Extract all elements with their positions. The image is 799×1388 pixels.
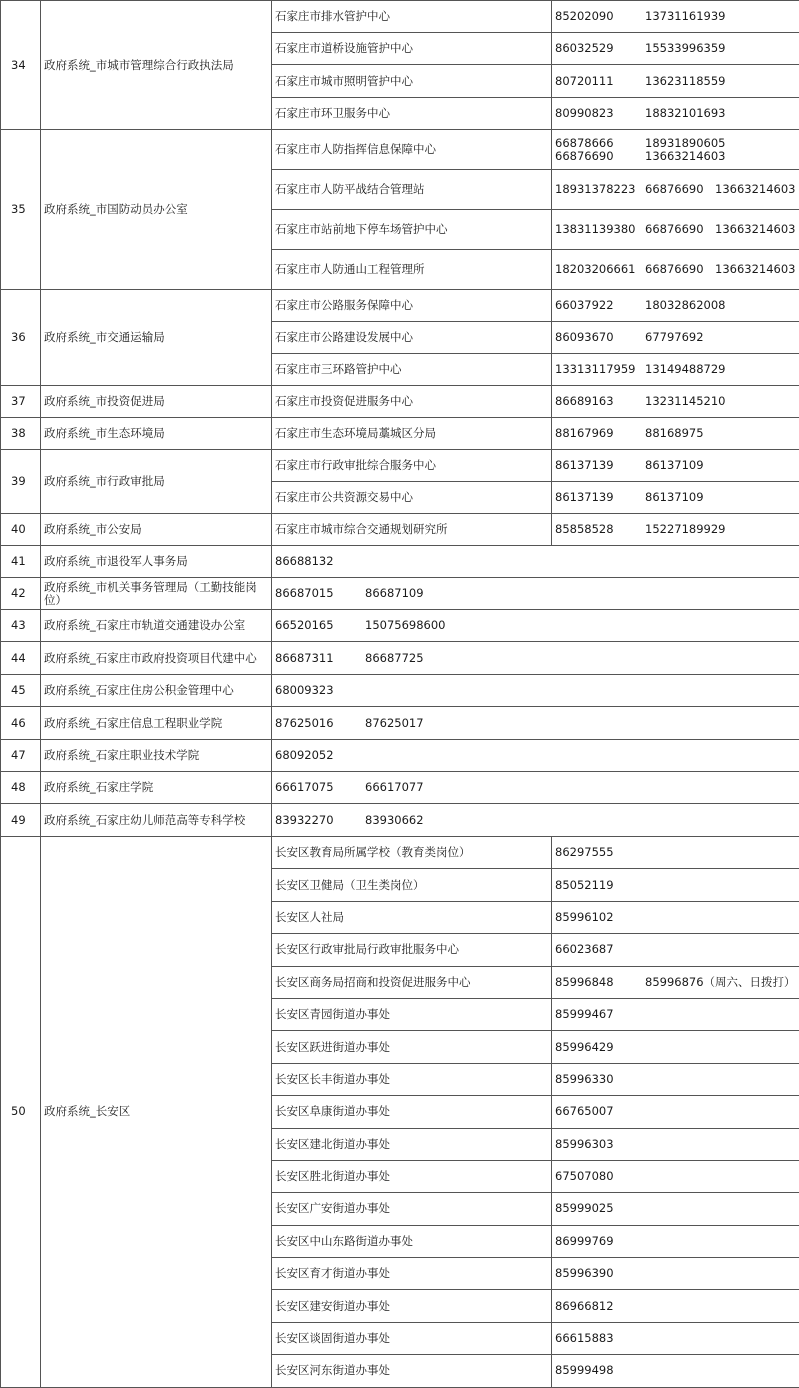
- table-row: [1, 546, 799, 578]
- phone-cell: [552, 418, 799, 450]
- unit-name: 石家庄市站前地下停车场管护中心: [272, 210, 552, 250]
- row-number: 41: [1, 546, 41, 578]
- phone-cell: [552, 130, 799, 170]
- phone-number: 85052119: [555, 879, 614, 892]
- phone-number: 86688132: [275, 555, 355, 568]
- phone-number: 68009323: [275, 684, 355, 697]
- phone-number: 18032862008: [645, 299, 725, 312]
- phone-cell: [272, 642, 799, 675]
- phone-number: 83930662: [365, 814, 424, 827]
- phone-cell: [552, 322, 799, 354]
- phone-number: 83932270: [275, 814, 355, 827]
- phone-cell: [552, 354, 799, 386]
- unit-name: 石家庄市城市综合交通规划研究所: [272, 514, 552, 546]
- phone-number: 86687725: [365, 652, 424, 665]
- table-row: [1, 642, 799, 675]
- row-number: 42: [1, 578, 41, 610]
- system-name: 政府系统_长安区: [41, 837, 272, 1388]
- row-number: 50: [1, 837, 41, 1388]
- phone-number: 85858528: [555, 523, 635, 536]
- system-name: 政府系统_市城市管理综合行政执法局: [41, 1, 272, 130]
- unit-name: 石家庄市人防指挥信息保障中心: [272, 130, 552, 170]
- unit-name: 长安区阜康街道办事处: [272, 1096, 552, 1128]
- table-row: [1, 804, 799, 837]
- unit-name: 石家庄市道桥设施管护中心: [272, 33, 552, 65]
- phone-number: 66520165: [275, 619, 355, 632]
- system-name: 政府系统_市公安局: [41, 514, 272, 546]
- system-name: 政府系统_市国防动员办公室: [41, 130, 272, 290]
- phone-number: 86297555: [555, 846, 614, 859]
- table-row: [1, 290, 799, 322]
- unit-name: 长安区广安街道办事处: [272, 1193, 552, 1225]
- phone-number: 13623118559: [645, 75, 725, 88]
- phone-number: 66876690: [555, 150, 635, 163]
- row-number: 49: [1, 804, 41, 837]
- unit-name: 长安区人社局: [272, 901, 552, 933]
- phone-cell: [272, 804, 799, 837]
- table-row: [1, 772, 799, 804]
- phone-cell: [552, 1225, 799, 1257]
- phone-number: 85996102: [555, 911, 614, 924]
- table-row: [1, 386, 799, 418]
- phone-number: 13313117959: [555, 363, 635, 376]
- system-name: 政府系统_市退役军人事务局: [41, 546, 272, 578]
- row-number: 37: [1, 386, 41, 418]
- system-name: 政府系统_市投资促进局: [41, 386, 272, 418]
- phone-cell: [552, 1128, 799, 1160]
- unit-name: 长安区卫健局（卫生类岗位）: [272, 869, 552, 901]
- phone-cell: [552, 250, 799, 290]
- phone-number: 13731161939: [645, 10, 725, 23]
- row-number: 45: [1, 675, 41, 707]
- phone-number: 85996390: [555, 1267, 614, 1280]
- phone-cell: [552, 1160, 799, 1192]
- phone-number: 86687015: [275, 587, 355, 600]
- phone-number: 88168975: [645, 427, 704, 440]
- phone-number: 85996429: [555, 1041, 614, 1054]
- phone-number: 85996848: [555, 976, 635, 989]
- unit-name: 石家庄市公路服务保障中心: [272, 290, 552, 322]
- phone-number: 87625017: [365, 717, 424, 730]
- phone-number: 15075698600: [365, 619, 445, 632]
- phone-cell: [272, 772, 799, 804]
- unit-name: 长安区胜北街道办事处: [272, 1160, 552, 1192]
- phone-number: 86137139: [555, 491, 635, 504]
- phone-number: 18203206661: [555, 263, 635, 276]
- row-number: 40: [1, 514, 41, 546]
- system-name: 政府系统_市行政审批局: [41, 450, 272, 514]
- table-row: [1, 578, 799, 610]
- phone-cell: [552, 1096, 799, 1128]
- phone-cell: [552, 482, 799, 514]
- phone-number: 66876690: [645, 223, 705, 236]
- phone-cell: [552, 1258, 799, 1290]
- unit-name: 石家庄市投资促进服务中心: [272, 386, 552, 418]
- table-row: [1, 707, 799, 740]
- row-number: 38: [1, 418, 41, 450]
- phone-number: 66617077: [365, 781, 424, 794]
- unit-name: 长安区行政审批局行政审批服务中心: [272, 934, 552, 966]
- table-row: [1, 450, 799, 482]
- row-number: 36: [1, 290, 41, 386]
- unit-name: 石家庄市人防通山工程管理所: [272, 250, 552, 290]
- phone-number: 66037922: [555, 299, 635, 312]
- unit-name: 石家庄市公共资源交易中心: [272, 482, 552, 514]
- phone-number: 68092052: [275, 749, 355, 762]
- phone-cell: [272, 707, 799, 740]
- phone-cell: [272, 610, 799, 642]
- phone-number: 86687109: [365, 587, 424, 600]
- phone-number: 13663214603: [715, 183, 795, 196]
- phone-cell: [552, 98, 799, 130]
- phone-cell: [552, 514, 799, 546]
- unit-name: 长安区跃进街道办事处: [272, 1031, 552, 1063]
- phone-number: 13831139380: [555, 223, 635, 236]
- phone-number: 13663214603: [715, 223, 795, 236]
- phone-cell: [552, 290, 799, 322]
- table-row: [1, 1, 799, 33]
- row-number: 47: [1, 740, 41, 772]
- phone-number: 67507080: [555, 1170, 614, 1183]
- phone-cell: [272, 740, 799, 772]
- phone-number: 85999025: [555, 1202, 614, 1215]
- unit-name: 长安区育才街道办事处: [272, 1258, 552, 1290]
- phone-number: 66617075: [275, 781, 355, 794]
- row-number: 34: [1, 1, 41, 130]
- phone-number: 87625016: [275, 717, 355, 730]
- table-row: [1, 675, 799, 707]
- unit-name: 长安区青园街道办事处: [272, 998, 552, 1030]
- row-number: 35: [1, 130, 41, 290]
- phone-cell: [552, 1, 799, 33]
- phone-cell: [552, 1355, 799, 1387]
- phone-cell: [552, 386, 799, 418]
- row-number: 43: [1, 610, 41, 642]
- phone-cell: [552, 901, 799, 933]
- phone-number: 85202090: [555, 10, 635, 23]
- unit-name: 石家庄市城市照明管护中心: [272, 65, 552, 98]
- unit-name: 石家庄市生态环境局藁城区分局: [272, 418, 552, 450]
- unit-name: 石家庄市环卫服务中心: [272, 98, 552, 130]
- table-row: [1, 514, 799, 546]
- row-number: 48: [1, 772, 41, 804]
- phone-cell: [552, 966, 799, 998]
- phone-number: 88167969: [555, 427, 635, 440]
- unit-name: 长安区建安街道办事处: [272, 1290, 552, 1322]
- phone-number: 18931890605: [645, 137, 725, 150]
- phone-number: 66023687: [555, 943, 614, 956]
- phone-number: 86137139: [555, 459, 635, 472]
- phone-number: 86999769: [555, 1235, 614, 1248]
- phone-cell: [552, 210, 799, 250]
- phone-number: 86687311: [275, 652, 355, 665]
- phone-number: 66615883: [555, 1332, 614, 1345]
- unit-name: 石家庄市行政审批综合服务中心: [272, 450, 552, 482]
- phone-cell: [552, 934, 799, 966]
- system-name: 政府系统_石家庄学院: [41, 772, 272, 804]
- phone-cell: [552, 837, 799, 869]
- system-name: 政府系统_市生态环境局: [41, 418, 272, 450]
- phone-cell: [552, 450, 799, 482]
- phone-number: 86966812: [555, 1300, 614, 1313]
- phone-cell: [272, 546, 799, 578]
- system-name: 政府系统_石家庄市政府投资项目代建中心: [41, 642, 272, 675]
- phone-cell: [552, 65, 799, 98]
- row-number: 39: [1, 450, 41, 514]
- phone-number: 85999498: [555, 1364, 614, 1377]
- phone-cell: [552, 1193, 799, 1225]
- unit-name: 长安区长丰街道办事处: [272, 1063, 552, 1095]
- system-name: 政府系统_市机关事务管理局（工勤技能岗位）: [41, 578, 272, 610]
- phone-number: 85999467: [555, 1008, 614, 1021]
- unit-name: 长安区建北街道办事处: [272, 1128, 552, 1160]
- phone-number: 85996303: [555, 1138, 614, 1151]
- phone-number: 18832101693: [645, 107, 725, 120]
- phone-number: 86032529: [555, 42, 635, 55]
- phone-cell: [552, 869, 799, 901]
- phone-cell: [552, 1031, 799, 1063]
- table-row: [1, 837, 799, 869]
- system-name: 政府系统_市交通运输局: [41, 290, 272, 386]
- phone-number: 66878666: [555, 137, 635, 150]
- system-name: 政府系统_石家庄信息工程职业学院: [41, 707, 272, 740]
- unit-name: 长安区河东街道办事处: [272, 1355, 552, 1387]
- phone-number: 85996330: [555, 1073, 614, 1086]
- phone-number: 67797692: [645, 331, 704, 344]
- phone-number: 13149488729: [645, 363, 725, 376]
- phone-number: 85996876（周六、日拨打）: [645, 976, 796, 989]
- phone-cell: [552, 1063, 799, 1095]
- row-number: 46: [1, 707, 41, 740]
- unit-name: 石家庄市公路建设发展中心: [272, 322, 552, 354]
- phone-cell: [272, 578, 799, 610]
- phone-number: 86137109: [645, 491, 704, 504]
- unit-name: 石家庄市人防平战结合管理站: [272, 170, 552, 210]
- phone-cell: [552, 998, 799, 1030]
- phone-line: [555, 137, 799, 150]
- phone-number: 86093670: [555, 331, 635, 344]
- phone-number: 13663214603: [645, 150, 725, 163]
- phone-line: [555, 150, 799, 163]
- phone-number: 66876690: [645, 263, 705, 276]
- phone-cell: [552, 1322, 799, 1354]
- phone-number: 66876690: [645, 183, 705, 196]
- system-name: 政府系统_石家庄市轨道交通建设办公室: [41, 610, 272, 642]
- phone-number: 86137109: [645, 459, 704, 472]
- phone-cell: [552, 1290, 799, 1322]
- unit-name: 长安区教育局所属学校（教育类岗位）: [272, 837, 552, 869]
- phone-number: 80720111: [555, 75, 635, 88]
- phone-number: 13663214603: [715, 263, 795, 276]
- phone-number: 86689163: [555, 395, 635, 408]
- system-name: 政府系统_石家庄职业技术学院: [41, 740, 272, 772]
- phone-cell: [552, 33, 799, 65]
- system-name: 政府系统_石家庄幼儿师范高等专科学校: [41, 804, 272, 837]
- unit-name: 石家庄市三环路管护中心: [272, 354, 552, 386]
- phone-number: 13231145210: [645, 395, 725, 408]
- phone-number: 15533996359: [645, 42, 725, 55]
- unit-name: 长安区中山东路街道办事处: [272, 1225, 552, 1257]
- phone-number: 18931378223: [555, 183, 635, 196]
- phone-number: 66765007: [555, 1105, 614, 1118]
- table-row: [1, 418, 799, 450]
- phone-number: 15227189929: [645, 523, 725, 536]
- table-row: [1, 610, 799, 642]
- table-row: [1, 130, 799, 170]
- row-number: 44: [1, 642, 41, 675]
- unit-name: 长安区谈固街道办事处: [272, 1322, 552, 1354]
- unit-name: 石家庄市排水管护中心: [272, 1, 552, 33]
- unit-name: 长安区商务局招商和投资促进服务中心: [272, 966, 552, 998]
- phone-cell: [552, 170, 799, 210]
- system-name: 政府系统_石家庄住房公积金管理中心: [41, 675, 272, 707]
- table-row: [1, 740, 799, 772]
- phone-cell: [272, 675, 799, 707]
- phone-number: 80990823: [555, 107, 635, 120]
